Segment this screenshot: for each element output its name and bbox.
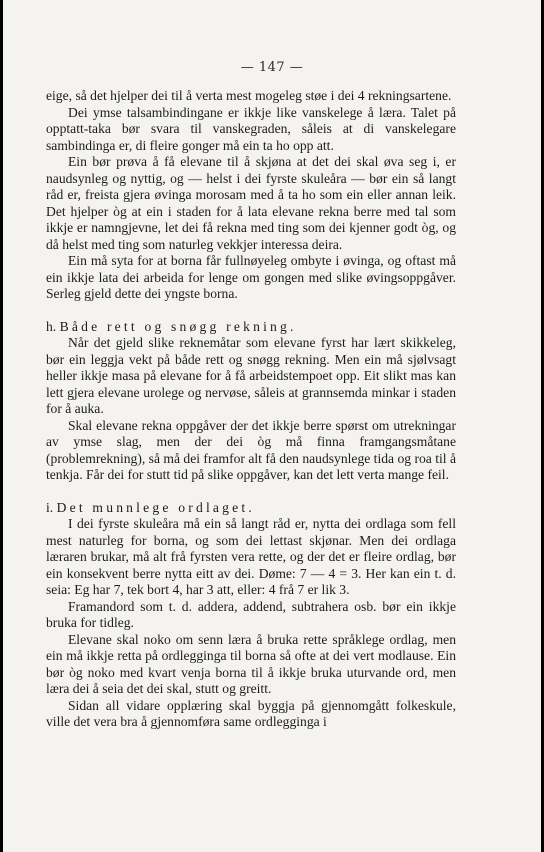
paragraph-10: Sidan all vidare opplæring skal byggja på gjennomgått folkeskule, ville det vera bra å gjennomføra same ordlegginga i	[46, 697, 456, 729]
body-text	[46, 88, 456, 731]
paragraph-8: Framandord som t. d. addera, addend, subtrahera osb. bør ein ikkje bruka for tidleg.	[46, 598, 456, 630]
paragraph-2: Dei ymse talsambindingane er ikkje like vanskelege å læra. Talet på opptatt-taka bør svara til vanskegraden, såleis at di vanskelegare sambindinga er, di fleire gonger må ein ta ho opp att.	[46, 104, 456, 153]
paragraph-1: eige, så det hjelper dei til å verta mest mogeleg støe i dei 4 rekningsartene.	[46, 88, 452, 103]
paragraph-5: Når det gjeld slike reknemåtar som elevane fyrst har lært skikkeleg, bør ein leggja vekt på både rett og snøgg rekning. Men ein må sjølvsagt heller ikkje masa på elevane for å få arbeidstempoet opp. Eit slikt mas kan lett gjera elevane urolege og nervøse, såleis at grannsemda minkar i staden for å auka.	[46, 335, 456, 416]
section-heading-i	[46, 500, 456, 517]
paragraph-7: I dei fyrste skuleåra må ein så langt råd er, nytta dei ordlaga som fell mest naturleg for borna, og som dei lettast skjønar. Men dei ordlaga læraren brukar, må alt frå fyrsten vera rette, og der det er fleire ordlag, bør ein konsekvent berre nytta eitt av dei. Døme: 7 — 4 = 3. Her kan ein t. d. seia: Eg har 7, tek bort 4, har 3 att, eller: 4 frå 7 er lik 3.	[46, 516, 456, 597]
section-title-i: Det munnlege ordlaget.	[56, 499, 255, 515]
paragraph-4: Ein må syta for at borna får fullnøyeleg ombyte i øvinga, og oftast må ein ikkje lata dei arbeida for lenge om gongen med slike øvingsoppgåver. Serleg gjeld dette dei yngste borna.	[46, 253, 456, 301]
paragraph-3: Ein bør prøva å få elevane til å skjøna at det dei skal øva seg i, er naudsynleg og nyttig, og — helst i dei fyrste skuleåra — bør ein så langt råd er, freista gjera øvinga morosam med å ta ho som ein eller annan leik. Det hjelper òg at ein i staden for å lata elevane rekna berre med tal som ikkje er namngjevne, let dei få rekna med ting som dei kjenner godt òg, og då helst med ting som naturleg vekkjer interessa deira.	[46, 154, 456, 252]
page-number: — 147 —	[240, 60, 304, 75]
book-page	[3, 0, 541, 852]
paragraph-9: Elevane skal noko om senn læra å bruka rette språklege ordlag, men ein må ikkje retta på ordlegginga til borna så ofte at dei vert modlause. Ein bør òg noko med kvart venja borna til å ikkje bruka uturvande ord, men læra dei å seia det dei skal, stutt og greitt.	[46, 631, 456, 696]
paragraph-6: Skal elevane rekna oppgåver der det ikkje berre spørst om utrekningar av ymse slag, men der dei òg må finna framgangsmåtane (problemrekning), så må dei framfor alt få den naudsynlege tida og roa til å tenkja. Får dei for stutt tid på slike oppgåver, kan det lett verta mange feil.	[46, 417, 456, 482]
section-title-h: Både rett og snøgg rekning.	[59, 318, 297, 334]
section-label-h: h.	[46, 318, 57, 334]
section-heading-h	[46, 319, 456, 336]
section-label-i: i.	[46, 499, 54, 515]
